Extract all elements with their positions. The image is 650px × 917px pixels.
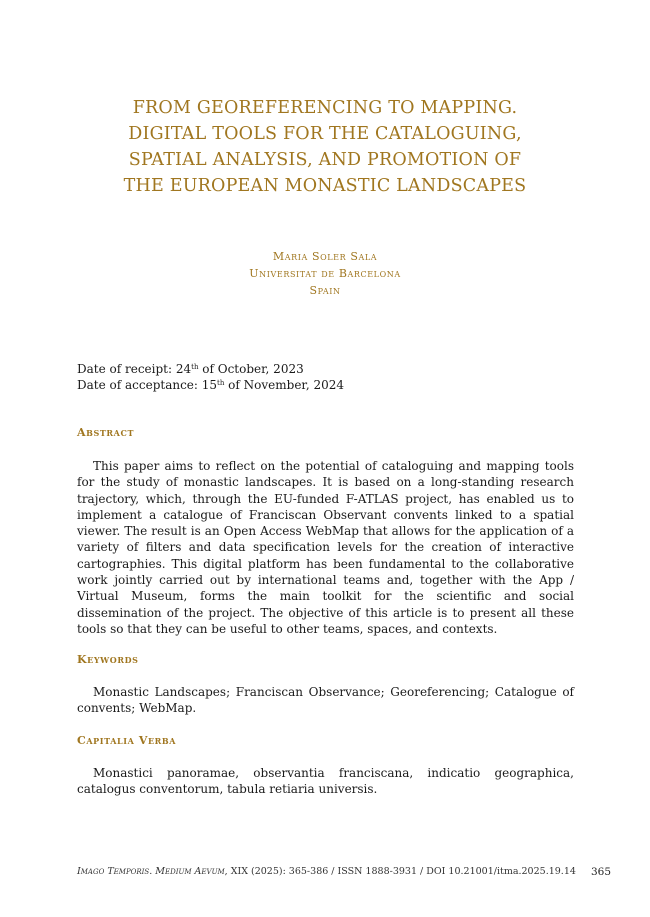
date-of-acceptance bbox=[77, 377, 344, 393]
acceptance-ordinal: th bbox=[217, 379, 225, 387]
abstract-heading: Abstract bbox=[77, 426, 135, 439]
capitalia-verba-text: Monastici panoramae, observantia franciscana, indicatio geographica, catalogus conventorum, tabula retiaria universis. bbox=[77, 766, 574, 797]
date-of-receipt bbox=[77, 361, 344, 377]
acceptance-month: of November, 2024 bbox=[224, 378, 345, 392]
footer-citation: , XIX (2025): 365-386 / ISSN 1888-3931 / DOI 10.21001/itma.2025.19.14 bbox=[224, 866, 576, 877]
capitalia-verba-heading: Capitalia Verba bbox=[77, 734, 177, 747]
title-line: SPATIAL ANALYSIS, AND PROMOTION OF bbox=[128, 150, 522, 170]
keywords-heading: Keywords bbox=[77, 653, 139, 666]
author-country: Spain bbox=[309, 284, 341, 297]
abstract-text: This paper aims to reflect on the potential of cataloguing and mapping tools for the study of monastic landscapes. It is based on a long-standing research trajectory, which, through the EU-funded F-ATLAS project, has enabled us to implement a catalogue of Franciscan Observant convents linked to a spatial viewer. The result is an Open Access WebMap that allows for the application of a variety of filters and data specification levels for the creation of interactive cartographies. This digital platform has been fundamental to the collaborative work jointly carried out by international teams and, together with the App / Virtual Museum, forms the main toolkit for the scientific and social dissemination of the project. The objective of this article is to present all these tools so that they can be useful to other teams, spaces, and contexts. bbox=[77, 459, 574, 636]
title-line: FROM GEOREFERENCING TO MAPPING. bbox=[132, 98, 518, 118]
author-name: Maria Soler Sala bbox=[272, 250, 378, 263]
page-footer bbox=[77, 866, 611, 877]
keywords-text: Monastic Landscapes; Franciscan Observance; Georeferencing; Catalogue of convents; WebMap. bbox=[77, 685, 574, 716]
receipt-month: of October, 2023 bbox=[198, 362, 304, 376]
receipt-text: Date of receipt: 24 bbox=[77, 362, 192, 376]
author-block bbox=[125, 248, 525, 299]
article-title bbox=[60, 95, 590, 199]
receipt-ordinal: th bbox=[191, 363, 199, 371]
title-line: DIGITAL TOOLS FOR THE CATALOGUING, bbox=[128, 124, 522, 144]
page-number: 365 bbox=[590, 866, 611, 878]
journal-name: Imago Temporis. Medium Aevum bbox=[77, 866, 225, 877]
article-dates bbox=[77, 361, 344, 393]
acceptance-text: Date of acceptance: 15 bbox=[77, 378, 218, 392]
author-affiliation: Universitat de Barcelona bbox=[249, 267, 401, 280]
title-line: THE EUROPEAN MONASTIC LANDSCAPES bbox=[123, 176, 527, 196]
